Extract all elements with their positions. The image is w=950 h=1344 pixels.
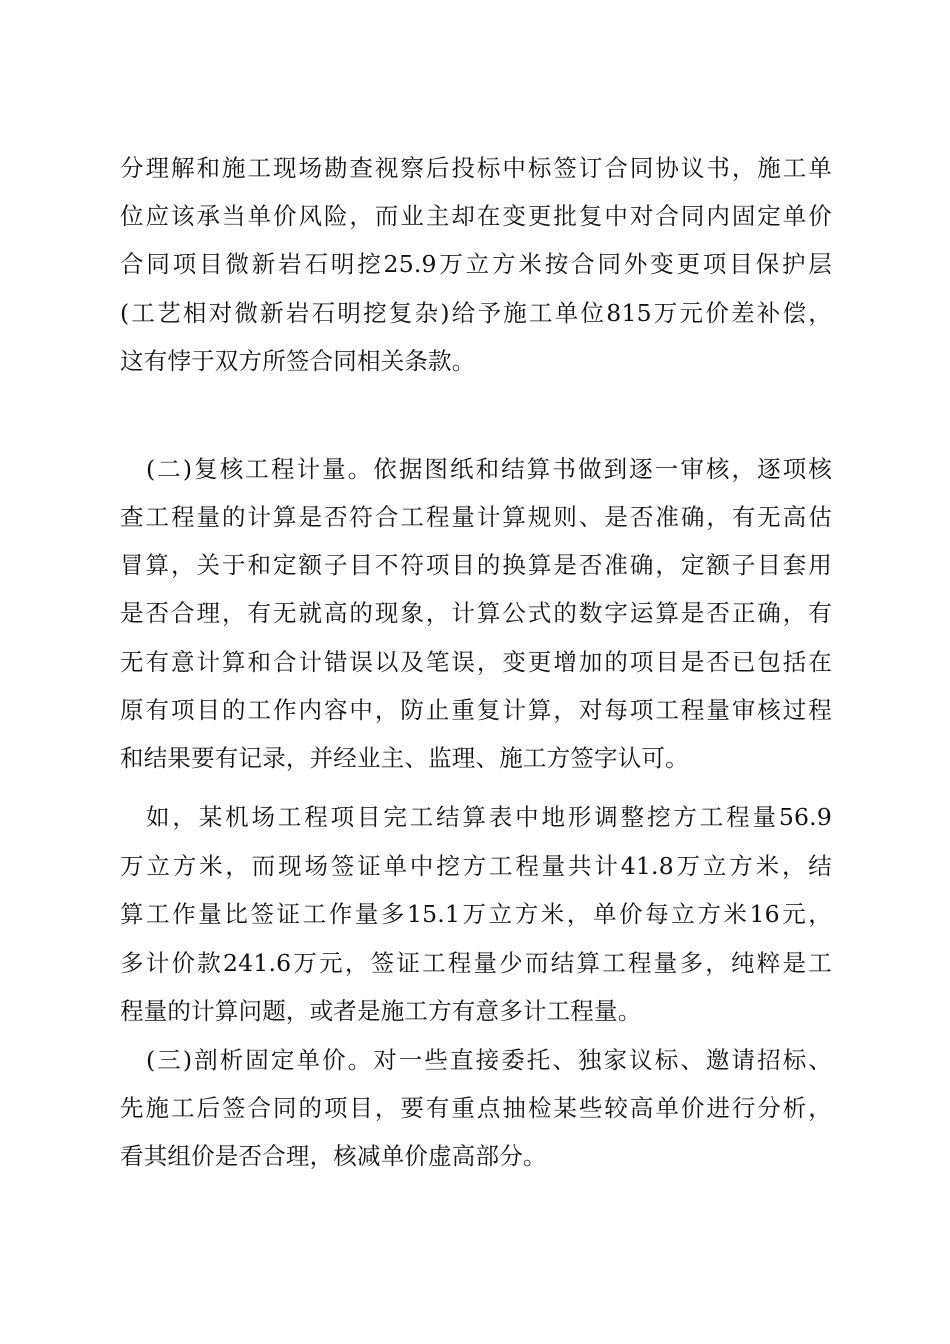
paragraph-3-line-5: 程量的计算问题，或者是施工方有意多计工程量。 [120,997,642,1025]
paragraph-3-line-1: 如，某机场工程项目完工结算表中地形调整挖方工程量56.9 [146,803,832,831]
paragraph-3-line-2: 万立方米，而现场签证单中挖方工程量共计41.8万立方米，结 [120,852,832,880]
paragraph-4-line-3: 看其组价是否合理，核减单价虚高部分。 [120,1142,547,1170]
paragraph-2-line-5: 无有意计算和合计错误以及笔误，变更增加的项目是否已包括在 [120,648,832,676]
paragraph-2-line-4: 是否合理，有无就高的现象，计算公式的数字运算是否正确，有 [120,599,832,627]
paragraph-1-line-3: 合同项目微新岩石明挖25.9万立方米按合同外变更项目保护层 [120,250,832,278]
paragraph-4-line-2: 先施工后签合同的项目，要有重点抽检某些较高单价进行分析， [120,1094,832,1122]
paragraph-2-line-2: 查工程量的计算是否符合工程量计算规则、是否准确，有无高估 [120,503,832,531]
paragraph-2-line-6: 原有项目的工作内容中，防止重复计算，对每项工程量审核过程 [120,696,832,724]
paragraph-1-line-5: 这有悖于双方所签合同相关条款。 [120,347,476,375]
paragraph-4-line-1: (三)剖析固定单价。对一些直接委托、独家议标、邀请招标、 [146,1046,832,1074]
paragraph-3-line-4: 多计价款241.6万元，签证工程量少而结算工程量多，纯粹是工 [120,949,832,977]
paragraph-3-line-3: 算工作量比签证工作量多15.1万立方米，单价每立方米16元， [120,900,832,928]
paragraph-1-line-1: 分理解和施工现场勘查视察后投标中标签订合同协议书，施工单 [120,154,832,182]
paragraph-2-line-1: (二)复核工程计量。依据图纸和结算书做到逐一审核，逐项核 [146,455,832,483]
paragraph-1-line-2: 位应该承当单价风险，而业主却在变更批复中对合同内固定单价 [120,202,832,230]
paragraph-1-line-4: (工艺相对微新岩石明挖复杂)给予施工单位815万元价差补偿， [120,299,832,327]
paragraph-2-line-3: 冒算，关于和定额子目不符项目的换算是否准确，定额子目套用 [120,551,832,579]
paragraph-2-line-7: 和结果要有记录，并经业主、监理、施工方签字认可。 [120,744,689,772]
